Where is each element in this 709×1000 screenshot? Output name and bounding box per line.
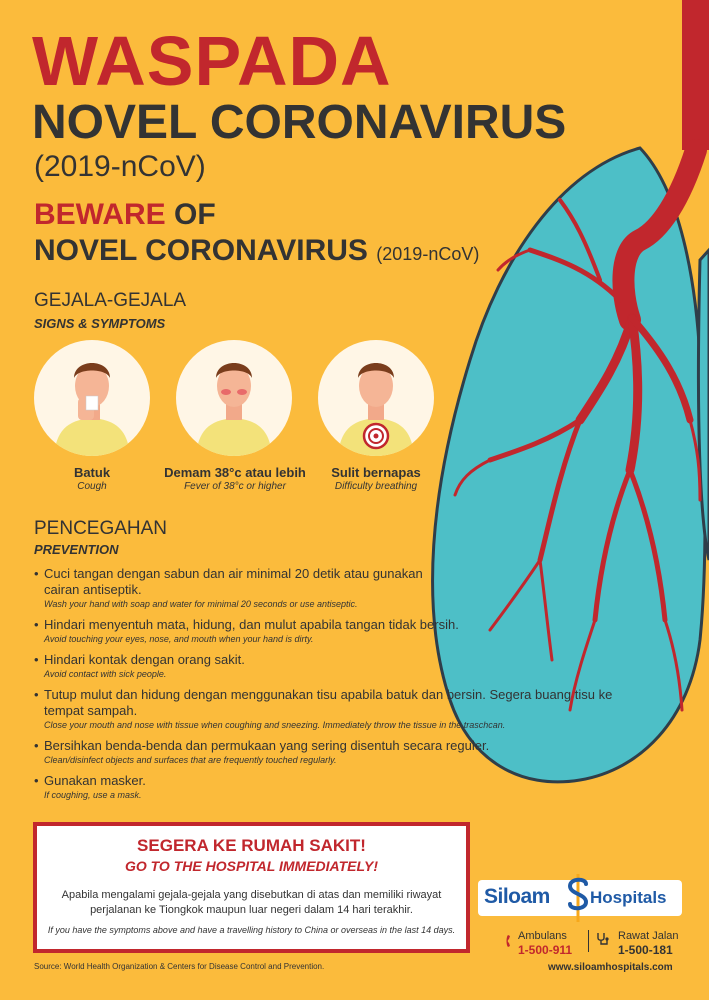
prevention-title: PENCEGAHAN [34, 518, 168, 539]
outpatient-number[interactable]: 1-500-181 [618, 943, 673, 957]
prevention-item-id: • Gunakan masker. [44, 773, 146, 788]
hospital-alert-box [33, 822, 470, 953]
prevention-item-id: • Hindari menyentuh mata, hidung, dan mulut apabila tangan tidak bersih. [44, 617, 459, 632]
outpatient-label: Rawat Jalan [618, 930, 679, 942]
beware-word: BEWARE [34, 198, 166, 231]
list-item [34, 738, 634, 767]
beware-novel: NOVEL CORONAVIRUS [34, 234, 368, 267]
headline-code: (2019-nCoV) [34, 150, 206, 183]
symptom-label-cough: Batuk [73, 465, 111, 480]
beware-code: (2019-nCoV) [376, 244, 480, 264]
headline-waspada: WASPADA [32, 22, 392, 100]
contact-divider [588, 930, 589, 952]
symptom-fever-illustration [176, 340, 292, 456]
list-item [34, 652, 634, 681]
prevention-item-id: • Tutup mulut dan hidung dengan menggunakan tisu apabila batuk dan bersin. Segera buang tisu ke tempat sampah. [44, 687, 613, 718]
alert-body: Apabila mengalami gejala-gejala yang disebutkan di atas dan memiliki riwayat perjalanan ke Tiongkok maupun luar negeri dalam 14 hari terakhir. [61, 889, 442, 916]
alert-subtitle: GO TO THE HOSPITAL IMMEDIATELY! [124, 858, 379, 874]
beware-subheading [34, 234, 479, 271]
symptom-breathing-illustration [318, 340, 434, 456]
prevention-item-id: • Bersihkan benda-benda dan permukaan yang sering disentuh secara reguler. [44, 738, 490, 753]
beware-heading [34, 198, 216, 232]
stethoscope-icon [596, 932, 610, 946]
symptom-sub-fever: Fever of 38°c or higher [184, 481, 286, 492]
alert-title: SEGERA KE RUMAH SAKIT! [137, 836, 366, 855]
logo-text-siloam: Siloam [484, 885, 550, 908]
symptom-label-breathing: Sulit bernapas [331, 465, 421, 480]
symptoms-title: GEJALA-GEJALA [34, 290, 187, 311]
source-note: Source: World Health Organization & Centers for Disease Control and Prevention. [34, 962, 325, 971]
prevention-item-id: • Cuci tangan dengan sabun dan air minimal 20 detik atau gunakan cairan antiseptik. [44, 566, 423, 597]
list-item [34, 687, 634, 732]
ambulance-label: Ambulans [518, 930, 567, 942]
phone-icon [506, 934, 516, 948]
siloam-mark-icon [564, 872, 592, 924]
prevention-item-id: • Hindari kontak dengan orang sakit. [44, 652, 245, 667]
prevention-list [34, 566, 634, 808]
symptom-sub-cough: Cough [77, 481, 107, 492]
symptom-sub-breathing: Difficulty breathing [334, 481, 418, 492]
prevention-item-en: Avoid touching your eyes, nose, and mouth when your hand is dirty. [44, 634, 314, 644]
symptoms-subtitle: SIGNS & SYMPTOMS [34, 316, 166, 331]
list-item [34, 773, 634, 802]
alert-body-en: If you have the symptoms above and have a travelling history to China or overseas in the last 14 days. [47, 925, 456, 935]
website-link[interactable]: www.siloamhospitals.com [548, 962, 673, 973]
ambulance-number[interactable]: 1-500-911 [518, 943, 573, 957]
headline-novel-coronavirus: NOVEL CORONAVIRUS [32, 96, 567, 149]
siloam-logo [478, 880, 682, 916]
symptom-cough-illustration [34, 340, 150, 456]
list-item [34, 617, 634, 646]
prevention-subtitle: PREVENTION [34, 542, 119, 557]
prevention-item-en: Close your mouth and nose with tissue when coughing and sneezing. Immediately throw the tissue in the traschcan. [44, 720, 506, 730]
symptom-label-fever: Demam 38°c atau lebih [164, 465, 306, 480]
prevention-item-en: Avoid contact with sick people. [44, 669, 167, 679]
list-item [34, 566, 634, 611]
beware-of: OF [165, 198, 216, 231]
prevention-item-en: Wash your hand with soap and water for minimal 20 seconds or use antiseptic. [44, 599, 358, 609]
prevention-item-en: If coughing, use a mask. [44, 790, 142, 800]
prevention-item-en: Clean/disinfect objects and surfaces that are frequently touched regularly. [44, 755, 337, 765]
logo-text-hospitals: Hospitals [590, 888, 667, 907]
